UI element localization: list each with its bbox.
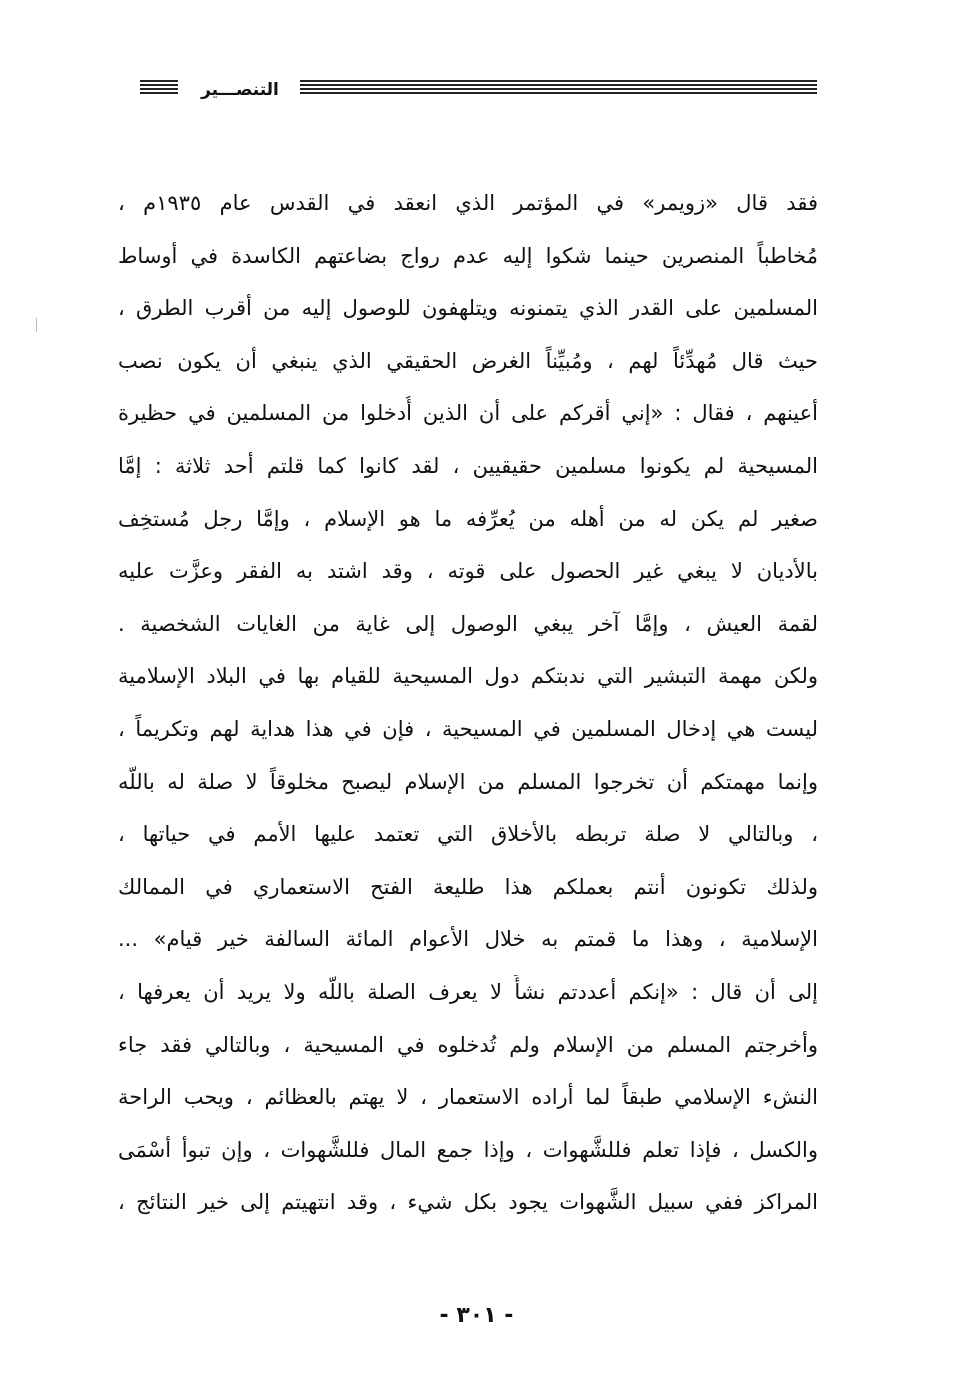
body-line: المسلمين على القدر الذي يتمنونه ويتلهفون للوصول إليه من أقرب الطرق ، xyxy=(118,296,818,321)
body-line: المسيحية لم يكونوا مسلمين حقيقيين ، لقد كانوا كما قلتم أحد ثلاثة : إمَّا xyxy=(118,453,818,478)
running-header xyxy=(140,78,817,102)
body-line: ليست هي إدخال المسلمين في المسيحية ، فإن في هذا هداية لهم وتكريماً ، xyxy=(118,716,818,741)
header-title: التنصـــير xyxy=(201,80,279,100)
body-line: بالأديان لا يبغي غير الحصول على قوته ، وقد اشتد به الفقر وعزَّت عليه xyxy=(118,559,818,584)
body-line: إلى أن قال : «إنكم أعددتم نشأً لا يعرف الصلة باللّه ولا يريد أن يعرفها ، xyxy=(118,979,818,1004)
header-rule-left xyxy=(140,80,178,98)
header-rule-right xyxy=(300,80,817,98)
body-line: وأخرجتم المسلم من الإسلام ولم تُدخلوه في المسيحية ، وبالتالي فقد جاء xyxy=(118,1032,818,1057)
page-number: - ٣٠١ - xyxy=(439,1303,514,1328)
body-line: ولكن مهمة التبشير التي ندبتكم دول المسيحية للقيام بها في البلاد الإسلامية xyxy=(118,664,818,689)
body-line: ولذلك تكونون أنتم بعملكم هذا طليعة الفتح الاستعماري في الممالك xyxy=(118,874,818,899)
margin-mark xyxy=(36,318,37,332)
body-line: لقمة العيش ، وإمَّا آخر يبغي الوصول إلى غاية من الغايات الشخصية . xyxy=(118,611,818,636)
body-line: حيث قال مُهدِّئاً لهم ، ومُبيِّناً الغرض الحقيقي الذي ينبغي أن يكون نصب xyxy=(118,348,818,373)
body-line: وإنما مهمتكم أن تخرجوا المسلم من الإسلام ليصبح مخلوقاً لا صلة له باللّه xyxy=(118,769,818,794)
body-paragraph xyxy=(118,186,818,1238)
body-line: فقد قال «زويمر» في المؤتمر الذي انعقد في القدس عام ١٩٣٥م ، xyxy=(118,191,818,215)
body-line: الإسلامية ، وهذا ما قمتم به خلال الأعوام المائة السالفة خير قيام» ... xyxy=(118,927,818,952)
body-line: النشء الإسلامي طبقاً لما أراده الاستعمار ، لا يهتم بالعظائم ، ويحب الراحة xyxy=(118,1085,818,1110)
body-line: المراكز ففي سبيل الشَّهوات يجود بكل شيء ، وقد انتهيتم إلى خير النتائج ، xyxy=(118,1190,818,1215)
body-line: والكسل ، فإذا تعلم فللشَّهوات ، وإذا جمع المال فللشَّهوات ، وإن تبوأ أسْمَى xyxy=(118,1137,818,1162)
body-line: ، وبالتالي لا صلة تربطه بالأخلاق التي تعتمد عليها الأمم في حياتها ، xyxy=(118,822,818,847)
body-line: مُخاطباً المنصرين حينما شكوا إليه عدم رواج بضاعتهم الكاسدة في أوساط xyxy=(118,243,818,268)
body-line: صغير لم يكن له من أهله من يُعرِّفه ما هو الإسلام ، وإمَّا رجل مُستخِف xyxy=(118,506,818,531)
body-line: أعينهم ، فقال : «إني أقركم على أن الذين أُدخلوا من المسلمين في حظيرة xyxy=(118,401,818,426)
